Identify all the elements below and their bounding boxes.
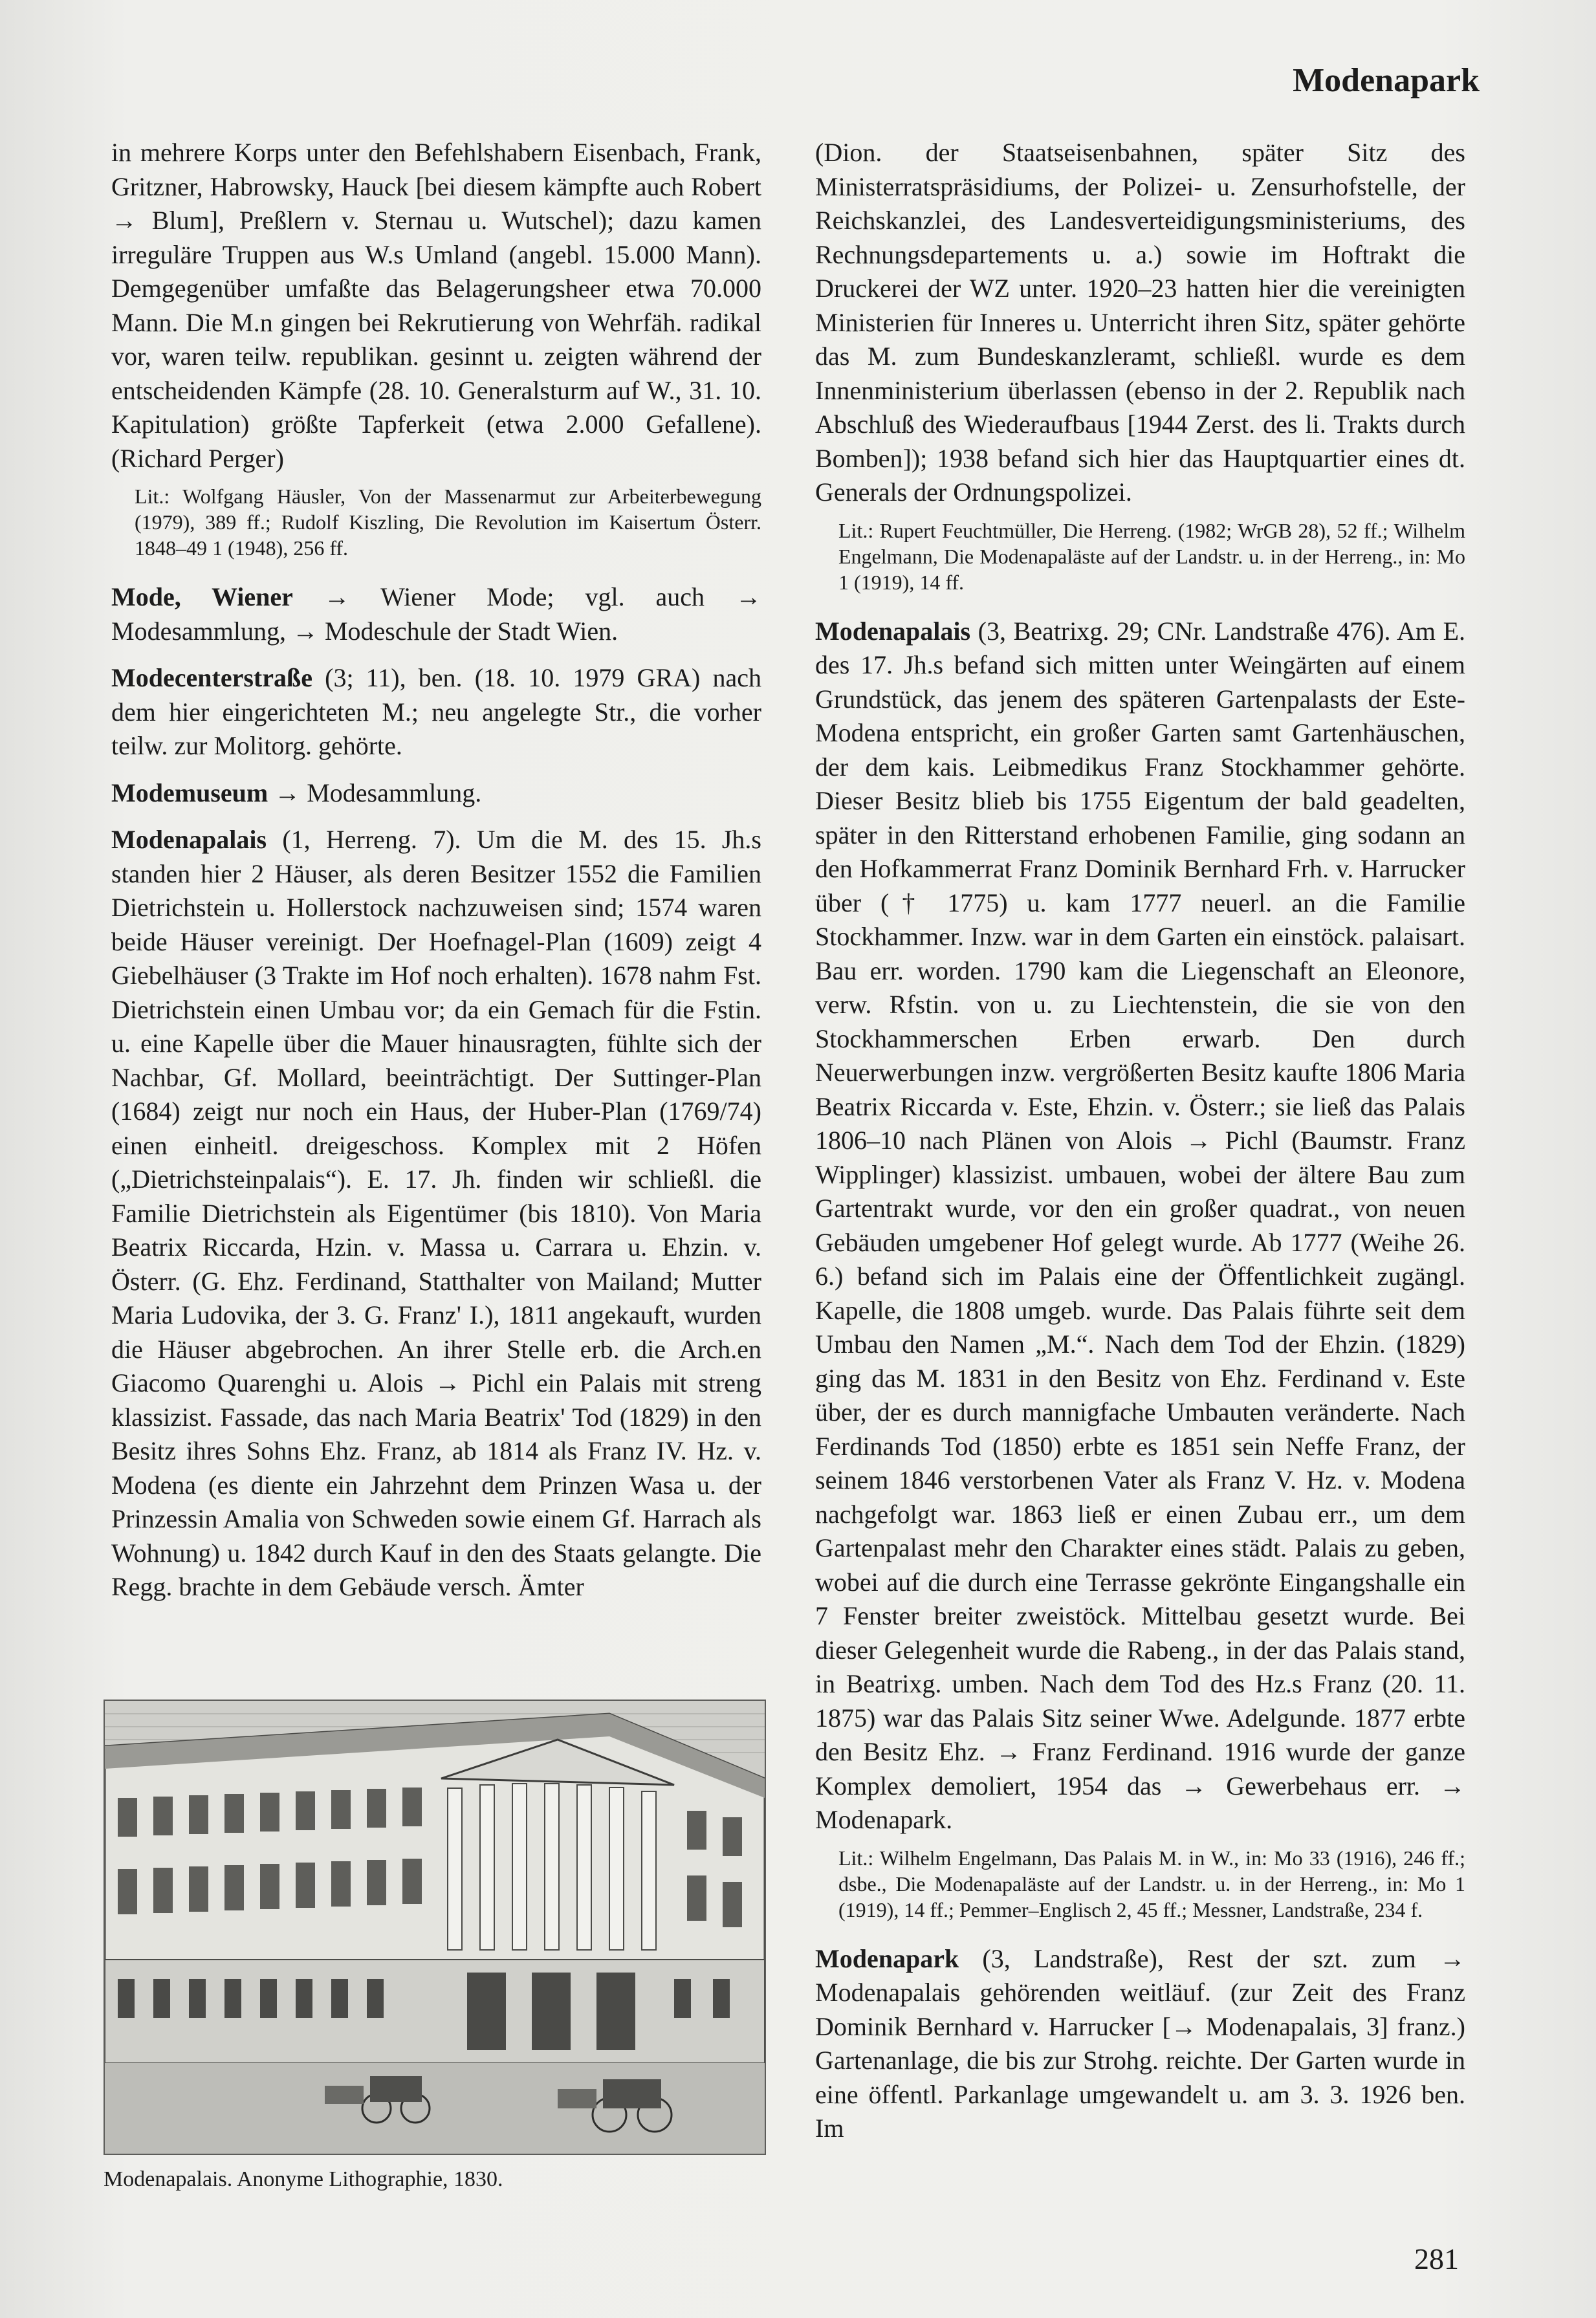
lemma: Modecenterstraße	[111, 663, 312, 692]
literature-note: Lit.: Rupert Feuchtmüller, Die Herreng. (1982; WrGB 28), 52 ff.; Wilhelm Engelmann, Die Modenapaläste auf der Landstr. u. in der Herreng., in: Mo 1 (1919), 14 ff.	[838, 518, 1465, 594]
entry-continuation: (Dion. der Staatseisenbahnen, später Sitz des Ministerratspräsidiums, der Polizei- u. Zensurhofstelle, der Reichskanzlei, des Landesverteidigungsministeriums, des Rechnungsdepartements u. a.) sowie im Hoftrakt die Druckerei der WZ unter. 1920–23 hatten hier die vereinigten Ministerien für Inneres u. Unterricht ihren Sitz, später gehörte das M. zum Bundeskanzleramt, schließl. wurde es dem Innenministerium überlassen (ebenso in der 2. Republik nach Abschluß des Wiederaufbaus [1944 Zerst. des li. Trakts durch Bomben]); 1938 befand sich hier das Hauptquartier eines dt. Generals der Ordnungspolizei.	[815, 138, 1465, 507]
entry-modenapalais-3: Modenapalais (3, Beatrixg. 29; CNr. Landstraße 476). Am E. des 17. Jh.s befand sich mitten unter Weingärten auf einem Grundstück, das jenem des späteren Gartenpalasts der Este-Modena entspricht, ein großer Garten samt Gartenhäuschen, der dem kais. Leibmedikus Franz Stockhammer gehörte. Dieser Besitz blieb bis 1755 Eigentum der bald geadelten, später in den Ritterstand erhobenen Familie, ging sodann an den Hofkammerrat Franz Dominik Bernhard Frh. v. Harrucker über († 1775) u. kam 1777 neuerl. an die Familie Stockhammer. Inzw. war in dem Garten ein einstöck. palaisart. Bau err. worden. 1790 kam die Liegenschaft an Eleonore, verw. Rfstin. von u. zu Liechtenstein, die sie von den Stockhammerschen Erben erwarb. Den durch Neuerwerbungen inzw. vergrößerten Besitz kaufte 1806 Maria Beatrix Riccarda v. Este, Ehzin. v. Österr.; sie ließ das Palais 1806–10 nach Plänen von Alois → Pichl (Baumstr. Franz Wipplinger) klassizist. umbauen, wobei der ältere Bau zum Gartentrakt wurde, vor den ein großer quadrat., von neuen Gebäuden umgebener Hof gelegt wurde. Ab 1777 (Weihe 26. 6.) befand sich im Palais eine der Öffentlichkeit zugängl. Kapelle, die 1808 umgeb. wurde. Das Palais führte seit dem Umbau den Namen „M.“. Nach dem Tod der Ehzin. (1829) ging das M. 1831 in den Besitz von Ehz. Ferdinand v. Este über, der es durch mannigfache Umbauten veränderte. Nach Ferdinands Tod (1850) erbte es 1851 sein Neffe Franz, der seinem 1846 verstorbenen Vater als Franz V. Hz. v. Modena nachgefolgt war. 1863 ließ er einen Zubau err., um dem Gartenpalast mehr den Charakter eines städt. Palais zu geben, wobei auf die durch eine Terrasse gekrönte Eingangshalle ein 7 Fenster breiter zweistöck. Mittelbau gesetzt wurde. Bei dieser Gelegenheit wurde die Rabeng., in der das Palais stand, in Beatrixg. umben. Nach dem Tod des Hz.s Franz (20. 11. 1875) war das Palais Sitz seiner Wwe. Adelgunde. 1877 erbte den Besitz Ehz. → Franz Ferdinand. 1916 wurde der ganze Komplex demoliert, 1954 das → Gewerbehaus err. → Modenapark.	[815, 616, 1465, 1834]
entry-continuation: in mehrere Korps unter den Befehlshabern Eisenbach, Frank, Gritzner, Habrowsky, Hauck [bei diesem kämpfte auch Robert → Blum], Preßlern v. Sternau u. Wutschel); dazu kamen irreguläre Truppen aus W.s Umland (angebl. 15.000 Mann). Demgegenüber umfaßte das Belagerungsheer etwa 70.000 Mann. Die M.n gingen bei Rekrutierung von Wehrfäh. radikal vor, waren teilw. republikan. gesinnt u. zeigten während der entscheidenden Kämpfe (28. 10. Generalsturm auf W., 31. 10. Kapitulation) größte Tapferkeit (etwa 2.000 Gefallene). (Richard Perger)	[111, 138, 761, 473]
page-number: 281	[1414, 2242, 1459, 2275]
right-column	[815, 136, 1465, 2159]
literature-note: Lit.: Wolfgang Häusler, Von der Massenarmut zur Arbeiterbewegung (1979), 389 ff.; Rudolf Kiszling, Die Revolution im Kaisertum Österr. 1848–49 1 (1948), 256 ff.	[135, 485, 761, 560]
entry-modemuseum: Modemuseum → Modesammlung.	[111, 778, 482, 807]
figure-caption: Modenapalais. Anonyme Lithographie, 1830.	[104, 2167, 503, 2191]
lemma: Modenapalais	[815, 616, 971, 646]
lemma: Modenapark	[815, 1943, 959, 1973]
lemma: Modemuseum	[111, 778, 268, 807]
lithograph-figure	[104, 1700, 766, 2155]
lemma: Modenapalais	[111, 825, 267, 854]
running-header: Modenapark	[1293, 62, 1480, 99]
entry-modenapalais-1: Modenapalais (1, Herreng. 7). Um die M. des 15. Jh.s standen hier 2 Häuser, als deren Besitzer 1552 die Familien Dietrichstein u. Hollerstock nachzuweisen sind; 1574 waren beide Häuser vereinigt. Der Hoefnagel-Plan (1609) zeigt 4 Giebelhäuser (3 Trakte im Hof noch erhalten). 1678 nahm Fst. Dietrichstein einen Umbau vor; da ein Gemach für die Fstin. u. eine Kapelle über die Mauer hinausragten, fühlte sich der Nachbar, Gf. Mollard, beeinträchtigt. Der Suttinger-Plan (1684) zeigt nur noch ein Haus, der Huber-Plan (1769/74) einen einheitl. dreigeschoss. Komplex mit 2 Höfen („Dietrichsteinpalais“). E. 17. Jh. finden wir schließl. die Familie Dietrichstein als Eigentümer (bis 1810). Von Maria Beatrix Riccarda, Hzin. v. Massa u. Carrara u. Ehzin. v. Österr. (G. Ehz. Ferdinand, Statthalter von Mailand; Mutter Maria Ludovika, der 3. G. Franz' I.), 1811 angekauft, wurden die Häuser abgebrochen. An ihrer Stelle erb. die Arch.en Giacomo Quarenghi u. Alois → Pichl ein Palais mit streng klassizist. Fassade, das nach Maria Beatrix' Tod (1829) in den Besitz ihres Sohns Ehz. Franz, ab 1814 als Franz IV. Hz. v. Modena (es diente ein Jahrzehnt dem Prinzen Wasa u. der Prinzessin Amalia von Schweden sowie einem Gf. Harrach als Wohnung) u. 1842 durch Kauf in den des Staats gelangte. Die Regg. brachte in dem Gebäude versch. Ämter	[111, 825, 761, 1601]
entry-modecenterstrasse: Modecenterstraße (3; 11), ben. (18. 10. 1979 GRA) nach dem hier eingerichteten M.; neu angelegte Str., die vorher teilw. zur Molitorg. gehörte.	[111, 663, 762, 760]
entry-modenapark: Modenapark (3, Landstraße), Rest der szt. zum → Modenapalais gehörenden weitläuf. (zur Zeit des Franz Dominik Bernhard v. Harrucker [→ Modenapalais, 3] franz.) Gartenanlage, die bis zur Strohg. reichte. Der Garten wurde in eine öffentl. Parkanlage umgewandelt u. am 3. 3. 1926 ben. Im	[815, 1943, 1466, 2143]
palace-lithograph-illustration	[105, 1701, 765, 2154]
lemma: Mode, Wiener	[111, 582, 293, 611]
entry-mode-wiener: Mode, Wiener → Wiener Mode; vgl. auch → Modesammlung, → Modeschule der Stadt Wien.	[111, 582, 762, 646]
literature-note: Lit.: Wilhelm Engelmann, Das Palais M. in W., in: Mo 33 (1916), 246 ff.; dsbe., Die Modenapaläste auf der Landstr. u. in der Herreng., in: Mo 1 (1919), 14 ff.; Pemmer–Englisch 2, 45 ff.; Messner, Landstraße, 234 f.	[838, 1846, 1465, 1921]
left-column	[111, 136, 761, 1617]
